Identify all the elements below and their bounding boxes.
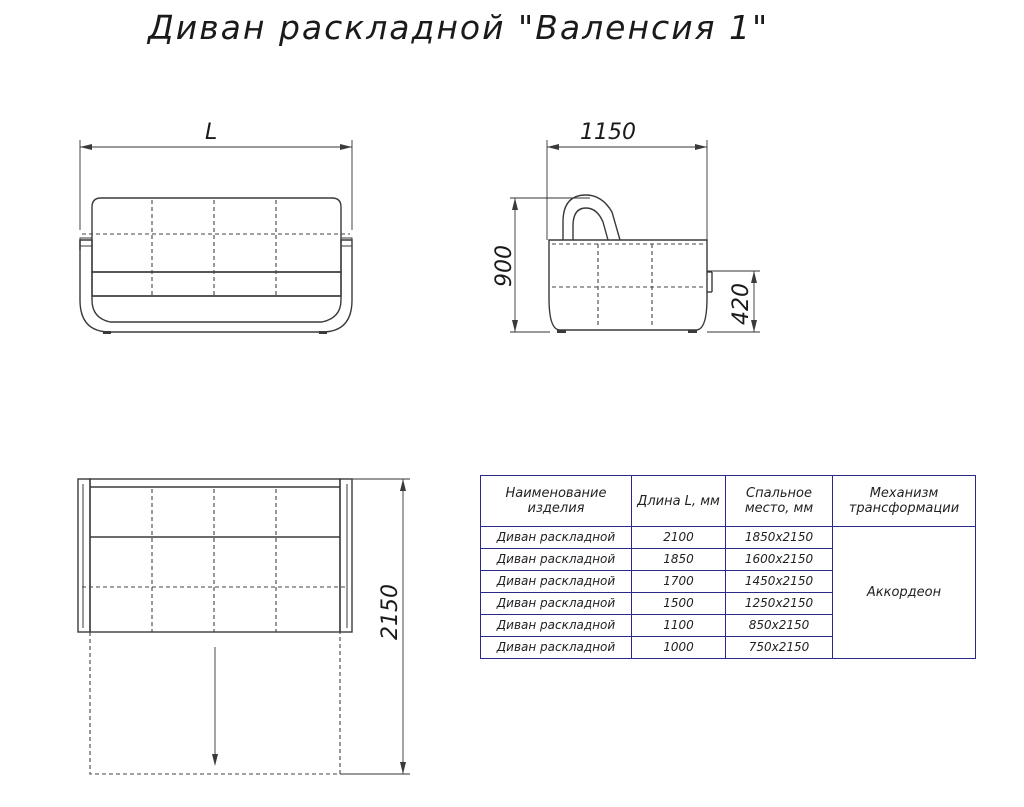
dimension-label-length: 2150 xyxy=(378,584,403,640)
cell-name: Диван раскладной xyxy=(481,593,632,615)
cell-sleeping: 1250x2150 xyxy=(726,593,833,615)
cell-mechanism: Аккордеон xyxy=(833,527,976,659)
dimension-label-height: 900 xyxy=(492,245,517,287)
cell-sleeping: 750x2150 xyxy=(726,637,833,659)
cell-length: 1700 xyxy=(632,571,726,593)
cell-length: 1500 xyxy=(632,593,726,615)
dimension-label-seat-height: 420 xyxy=(729,283,754,325)
arrow-up-icon xyxy=(400,479,406,491)
cell-length: 2100 xyxy=(632,527,726,549)
side-view xyxy=(492,120,760,333)
foot xyxy=(319,331,327,334)
arrow-down-icon xyxy=(400,762,406,774)
seat-cushion xyxy=(92,272,341,296)
cell-sleeping: 1450x2150 xyxy=(726,571,833,593)
arrow-up-icon xyxy=(751,271,757,283)
spec-table xyxy=(480,475,976,659)
dimension-label-depth: 1150 xyxy=(580,120,636,145)
foot xyxy=(557,330,566,333)
cell-sleeping: 1600x2150 xyxy=(726,549,833,571)
arrow-left-icon xyxy=(547,144,559,150)
foot xyxy=(688,330,697,333)
header-name: Наименование изделия xyxy=(481,476,632,527)
backrest-outer xyxy=(563,195,620,240)
sofa-base xyxy=(80,240,352,332)
arrow-left-icon xyxy=(80,144,92,150)
cell-length: 1850 xyxy=(632,549,726,571)
cell-length: 1100 xyxy=(632,615,726,637)
armrest-left xyxy=(78,479,90,632)
cell-length: 1000 xyxy=(632,637,726,659)
cell-sleeping: 1850x2150 xyxy=(726,527,833,549)
armrest-right xyxy=(340,479,352,632)
arrow-right-icon xyxy=(340,144,352,150)
cell-name: Диван раскладной xyxy=(481,527,632,549)
cell-sleeping: 850x2150 xyxy=(726,615,833,637)
table-row xyxy=(481,527,976,549)
armrest-top-left xyxy=(80,238,92,246)
page-title: Диван раскладной "Валенсия 1" xyxy=(148,8,770,47)
cell-name: Диван раскладной xyxy=(481,615,632,637)
back-cushion xyxy=(92,198,341,272)
header-mechanism: Механизм трансформации xyxy=(833,476,976,527)
foot xyxy=(103,331,111,334)
header-length: Длина L, мм xyxy=(632,476,726,527)
cell-name: Диван раскладной xyxy=(481,549,632,571)
arrow-right-icon xyxy=(695,144,707,150)
table-header-row xyxy=(481,476,976,527)
backrest-inner xyxy=(573,208,608,240)
cell-name: Диван раскладной xyxy=(481,637,632,659)
cell-name: Диван раскладной xyxy=(481,571,632,593)
arrow-down-icon xyxy=(512,320,518,332)
header-sleeping: Спальное место, мм xyxy=(726,476,833,527)
top-view xyxy=(78,479,410,774)
armrest-top-right xyxy=(341,238,352,246)
arrow-down-icon xyxy=(212,754,218,766)
arrow-up-icon xyxy=(512,198,518,210)
side-body xyxy=(549,240,707,330)
front-view xyxy=(80,120,352,334)
dimension-label-l: L xyxy=(205,120,218,145)
top-body xyxy=(90,479,340,632)
